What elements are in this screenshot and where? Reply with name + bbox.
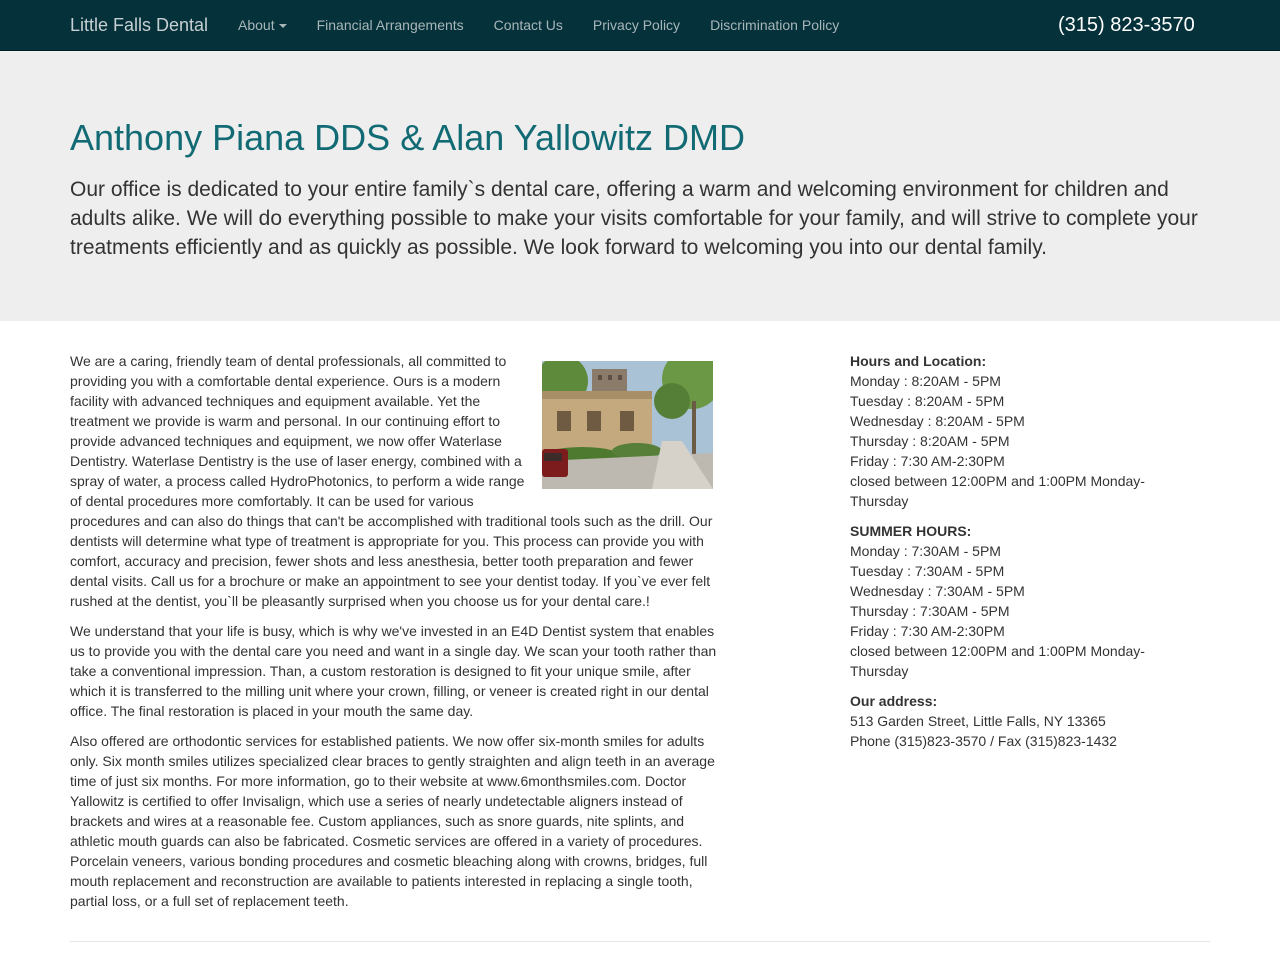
summer-hours-line: closed between 12:00PM and 1:00PM Monday-Thursday [850,643,1145,679]
office-hours-block [850,351,1180,511]
nav-financial-arrangements[interactable]: Financial Arrangements [316,17,464,33]
summer-hours-line: Thursday : 7:30AM - 5PM [850,603,1010,619]
nav-contact-us[interactable]: Contact Us [493,17,563,33]
hours-line: Monday : 8:20AM - 5PM [850,373,1001,389]
office-building-photo [542,361,713,489]
nav-about-label: About [238,17,275,33]
address-heading: Our address: [850,693,938,709]
footer-divider [70,941,1210,942]
main-content [70,351,720,921]
hero-lead: Our office is dedicated to your entire family`s dental care, offering a warm and welcoming environment for children and adults alike. We will do everything possible to make your visits comfortable for your family, and will strive to complete your treatments efficiently and as quickly as possible. We look forward to welcoming you into our dental family. [70,178,1198,259]
address-block [850,691,1180,751]
summer-hours-line: Friday : 7:30 AM-2:30PM [850,623,1005,639]
summer-hours-heading: SUMMER HOURS: [850,523,972,539]
hours-line: Tuesday : 8:20AM - 5PM [850,393,1005,409]
street-address: 513 Garden Street, Little Falls, NY 13365 [850,713,1106,729]
hours-line: closed between 12:00PM and 1:00PM Monday-Thursday [850,473,1145,509]
hours-line: Wednesday : 8:20AM - 5PM [850,413,1025,429]
intro-paragraph: We are a caring, friendly team of dental professionals, all committed to providing you with a comfortable dental experience. Ours is a modern facility with advanced techniques and equipment available. Yet the treatment we provide is warm and personal. In our continuing effort to provide advanced techniques and equipment, we now offer Waterlase Dentistry. Waterlase Dentistry is the use of laser energy, combined with a spray of water, a process called HydroPhotonics, to perform a wide range of dental procedures more comfortably. It can be used for various procedures and can also do things that can't be accomplished with traditional tools such as the drill. Our dentists will determine what type of treatment is appropriate for you. This process can provide you with comfort, accuracy and precision, fewer shots and less anesthesia, better tooth preparation and fewer dental visits. Call us for a brochure or make an appointment to see your dentist today. If you`ve ever felt rushed at the dentist, you`ll be pleasantly surprised when you choose us for your dental care.! [70,353,713,609]
summer-hours-line: Wednesday : 7:30AM - 5PM [850,583,1025,599]
e4d-paragraph: We understand that your life is busy, which is why we've invested in an E4D Dentist system that enables us to provide you with the dental care you need and want in a single day. We scan your tooth rather than take a conventional impression. Than, a custom restoration is designed to fit your unique smile, after which it is transferred to the milling unit where your crown, filling, or veneer is created right in our dental office. The final restoration is placed in your mouth the same day. [70,623,717,719]
hero-jumbotron [0,51,1280,321]
top-navbar [0,0,1280,51]
nav-about[interactable] [223,0,302,50]
caret-down-icon [279,24,287,28]
orthodontics-paragraph: Also offered are orthodontic services for established patients. We now offer six-month smiles for adults only. Six month smiles utilizes specialized clear braces to gently straighten and align teeth in an average time of just six months. For more information, go to their website at www.6monthsmiles.com. Doctor Yallowitz is certified to offer Invisalign, which use a series of nearly undetectable aligners instead of brackets and wires at a reasonable fee. Custom appliances, such as snore guards, nite splints, and athletic mouth guards can also be fabricated. Cosmetic services are offered in a variety of procedures. Porcelain veneers, various bonding procedures and cosmetic bleaching along with crowns, bridges, full mouth replacement and reconstruction are available to patients interested in replacing a single tooth, partial loss, or a full set of replacement teeth. [70,733,715,909]
nav-privacy-policy[interactable]: Privacy Policy [592,17,681,33]
hours-line: Thursday : 8:20AM - 5PM [850,433,1010,449]
summer-hours-block [850,521,1180,681]
brand-link[interactable]: Little Falls Dental [70,15,209,35]
page-title: Anthony Piana DDS & Alan Yallowitz DMD [70,117,745,158]
hours-heading: Hours and Location: [850,353,987,369]
main-nav [223,0,854,50]
phone-number-link[interactable]: (315) 823-3570 [1058,14,1195,36]
phone-fax: Phone (315)823-3570 / Fax (315)823-1432 [850,733,1117,749]
summer-hours-line: Monday : 7:30AM - 5PM [850,543,1001,559]
summer-hours-line: Tuesday : 7:30AM - 5PM [850,563,1005,579]
nav-discrimination-policy[interactable]: Discrimination Policy [710,17,840,33]
hours-line: Friday : 7:30 AM-2:30PM [850,453,1005,469]
hours-sidebar [850,351,1180,761]
